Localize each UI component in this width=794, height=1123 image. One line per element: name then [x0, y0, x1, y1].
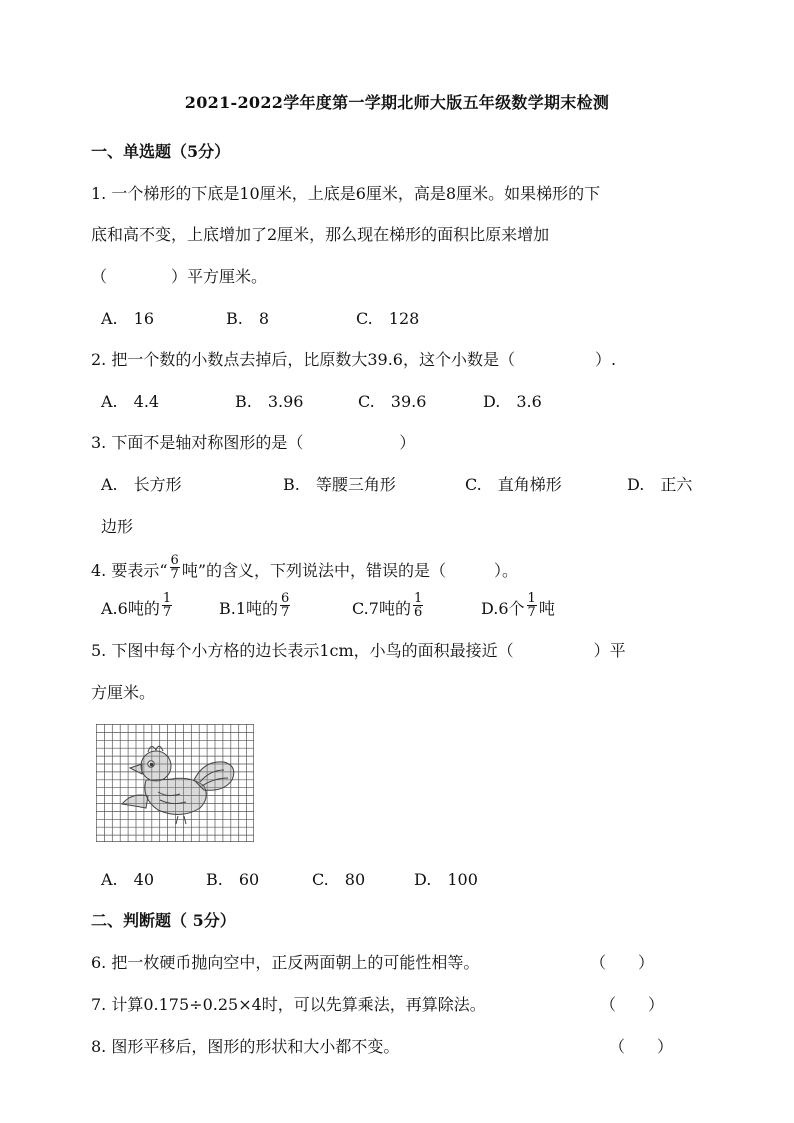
q3-option-a[interactable]: A. 长方形	[101, 475, 182, 494]
q4-text	[91, 553, 519, 585]
q4-option-d[interactable]	[481, 591, 555, 623]
q8-text: 8. 图形平移后，图形的形状和大小都不变。	[91, 1037, 400, 1056]
q4-option-d-denominator: 7	[527, 605, 536, 620]
q1-option-b[interactable]: B. 8	[226, 309, 270, 328]
q4-option-d-numerator: 1	[527, 591, 536, 606]
q1-text-line2: 底和高不变，上底增加了2厘米，那么现在梯形的面积比原来增加	[91, 225, 550, 244]
q4-option-b-denominator: 7	[281, 605, 290, 620]
q7-text: 7. 计算0.175÷0.25×4时，可以先算乘法，再算除法。	[91, 995, 486, 1014]
q5-option-a[interactable]: A. 40	[101, 870, 155, 889]
bird-grid-figure	[96, 724, 254, 842]
q4-option-c-denominator: 6	[413, 605, 423, 620]
q4-option-d-fraction	[527, 592, 537, 619]
q2-option-a[interactable]: A. 4.4	[101, 392, 160, 411]
q2-text: 2. 把一个数的小数点去掉后，比原数大39.6，这个小数是（ ）.	[91, 350, 617, 369]
q2-option-b[interactable]: B. 3.96	[235, 392, 304, 411]
q4-option-d-suffix: 吨	[538, 599, 555, 618]
q4-option-d-text: D.6个	[481, 599, 525, 618]
section-heading-true-false: 二、判断题（ 5分）	[91, 911, 236, 930]
q5-text-line1: 5. 下图中每个小方格的边长表示1cm，小鸟的面积最接近（ ）平	[91, 641, 626, 660]
q1-text-line1: 1. 一个梯形的下底是10厘米，上底是6厘米，高是8厘米。如果梯形的下	[91, 184, 601, 203]
page-title: 2021-2022学年度第一学期北师大版五年级数学期末检测	[184, 93, 610, 112]
q4-option-a[interactable]	[101, 591, 174, 623]
bird-icon	[122, 746, 234, 824]
q3-option-d-continued: 边形	[101, 517, 134, 536]
q4-suffix: 吨”的含义，下列说法中，错误的是（ ）。	[181, 561, 519, 580]
q4-fraction-numerator: 6	[170, 553, 179, 568]
section-heading-single-choice: 一、单选题（5分）	[91, 142, 231, 161]
q4-option-b-text: B.1吨的	[219, 599, 279, 618]
q6-answer-blank[interactable]: （ ）	[590, 953, 655, 972]
q4-option-b[interactable]	[219, 591, 292, 623]
q5-option-c[interactable]: C. 80	[312, 870, 366, 889]
q4-prefix: 4. 要表示“	[91, 561, 168, 580]
q3-option-b[interactable]: B. 等腰三角形	[283, 475, 396, 494]
q1-option-a[interactable]: A. 16	[101, 309, 155, 328]
q6-text: 6. 把一枚硬币抛向空中，正反两面朝上的可能性相等。	[91, 953, 480, 972]
q4-option-a-denominator: 7	[162, 605, 172, 620]
q4-option-a-text: A.6吨的	[101, 599, 160, 618]
bird-on-grid-image	[96, 724, 254, 842]
q3-text: 3. 下面不是轴对称图形的是（ ）	[91, 433, 416, 452]
q4-option-c-fraction	[413, 592, 423, 619]
q4-option-c[interactable]	[352, 591, 425, 623]
q8-answer-blank[interactable]: （ ）	[609, 1037, 674, 1056]
q1-option-c[interactable]: C. 128	[356, 309, 420, 328]
q4-fraction-denominator: 7	[170, 567, 179, 582]
q4-option-c-text: C.7吨的	[352, 599, 411, 618]
q2-option-d[interactable]: D. 3.6	[483, 392, 542, 411]
q4-fraction	[170, 554, 180, 581]
q4-option-c-numerator: 1	[413, 591, 423, 606]
q4-option-b-numerator: 6	[281, 591, 290, 606]
q3-option-c[interactable]: C. 直角梯形	[465, 475, 562, 494]
q3-option-d[interactable]: D. 正六	[627, 475, 693, 494]
q4-option-a-fraction	[162, 592, 172, 619]
q2-option-c[interactable]: C. 39.6	[358, 392, 427, 411]
q5-text-line2: 方厘米。	[91, 683, 156, 702]
q5-option-d[interactable]: D. 100	[414, 870, 478, 889]
q1-text-line3: （ ）平方厘米。	[91, 267, 268, 286]
q4-option-b-fraction	[280, 592, 290, 619]
q5-option-b[interactable]: B. 60	[206, 870, 260, 889]
q4-option-a-numerator: 1	[162, 591, 172, 606]
q7-answer-blank[interactable]: （ ）	[600, 995, 665, 1014]
